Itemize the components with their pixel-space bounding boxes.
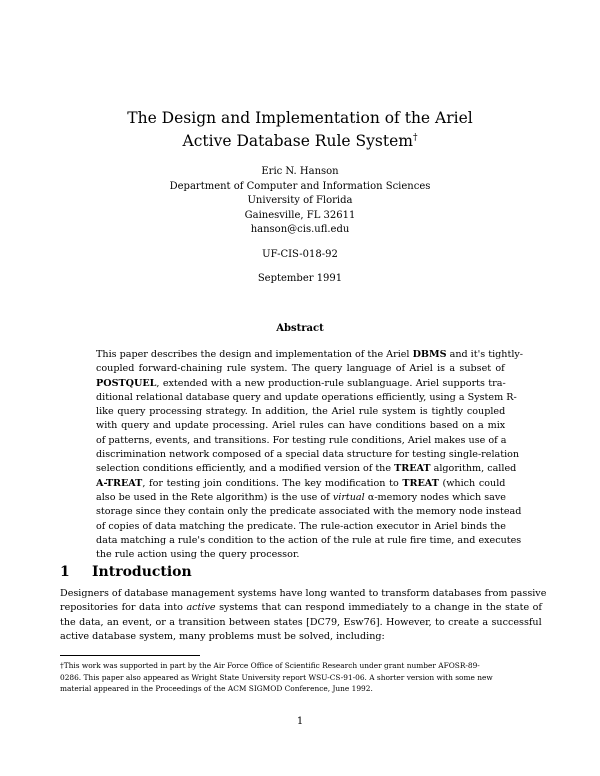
text-run: also be used in the Rete algorithm) is the use of [96, 491, 333, 503]
text-run: systems that can respond immediately to a change in the state of [215, 602, 542, 614]
abstract-lines-line [96, 520, 506, 534]
abstract-lines-line [96, 505, 522, 519]
abstract-heading: Abstract [276, 323, 324, 334]
abstract-lines-line [96, 377, 506, 391]
author-university: University of Florida [247, 195, 353, 206]
body-lines-line [60, 616, 542, 630]
text-run: the data, an event, or a transition between states [DC79, Esw76]. However, to create a successful [60, 616, 542, 628]
text-run: This paper describes the design and implementation of the Ariel [96, 349, 413, 360]
abstract-body [96, 348, 524, 562]
text-run: algorithm, called [430, 463, 517, 475]
introduction-body [60, 587, 547, 644]
text-run: ditional relational database query and update operations efficiently, using a System R- [96, 391, 517, 403]
emphasis-text: DBMS [412, 349, 447, 360]
author-city: Gainesville, FL 32611 [244, 209, 356, 221]
footnote-line: material appeared in the Proceedings of the ACM SIGMOD Conference, June 1992. [60, 684, 373, 693]
page-number: 1 [296, 716, 304, 727]
text-run: , extended with a new production-rule sublanguage. Ariel supports tra- [156, 377, 506, 389]
abstract-lines-line [96, 391, 517, 405]
abstract-lines-line [96, 448, 520, 462]
text-run: data matching a rule's condition to the action of the rule at rule fire time, and executes [96, 534, 522, 546]
abstract-lines-line [96, 362, 506, 376]
abstract-lines-line [96, 348, 524, 362]
text-run: repositories for data into [60, 602, 187, 614]
emphasis-text: A-TREAT [96, 477, 143, 489]
text-run: coupled forward-chaining rule system. The query language of Ariel is a subset of [96, 363, 505, 375]
body-lines-line [60, 587, 547, 601]
text-run: discrimination network composed of a special data structure for testing single-relation [96, 449, 520, 461]
abstract-lines-line [96, 419, 506, 433]
text-run: of patterns, events, and transitions. For testing rule conditions, Ariel makes use of a [96, 434, 507, 446]
text-run: of copies of data matching the predicate. The rule-action executor in Ariel binds the [96, 520, 506, 532]
abstract-lines-line [96, 477, 506, 491]
title-dagger: † [412, 133, 418, 143]
emphasis-text: POSTQUEL [96, 377, 157, 389]
text-run: selection conditions efficiently, and a modified version of the [96, 463, 395, 475]
report-number: UF-CIS-018-92 [262, 249, 338, 260]
text-run: (which could [438, 477, 506, 489]
footnote-rule [60, 655, 200, 656]
footnote [60, 660, 544, 695]
emphasis-text: TREAT [402, 477, 439, 489]
title-line-1: The Design and Implementation of the Ariel [127, 109, 473, 127]
body-lines-line [60, 601, 542, 615]
emphasis-text: virtual [332, 491, 365, 503]
section-title: Introduction [92, 564, 192, 580]
text-run: storage since they contain only the predicate associated with the memory node instead [96, 506, 522, 518]
report-date: September 1991 [257, 273, 343, 284]
text-run: Designers of database management systems have long wanted to transform databases from passive [60, 588, 547, 599]
abstract-lines-line [96, 534, 522, 548]
author-email: hanson@cis.ufl.edu [250, 224, 350, 235]
author-block [0, 165, 600, 238]
abstract-lines-line [96, 491, 506, 505]
section-number: 1 [60, 564, 70, 580]
abstract-lines-line [96, 434, 506, 448]
text-run: , for testing join conditions. The key modification to [142, 477, 403, 489]
footnote-line: †This work was supported in part by the Air Force Office of Scientific Research under grant number AFOSR-89- [60, 661, 480, 670]
text-run: like query processing strategy. In addition, the Ariel rule system is tightly coupled [96, 406, 506, 418]
title-line-2-text: Active Database Rule System [182, 132, 413, 151]
emphasis-text: TREAT [394, 463, 431, 475]
body-lines-line [60, 630, 542, 644]
section-heading [60, 564, 192, 580]
paper-title [0, 108, 600, 151]
author-department: Department of Computer and Information Sciences [169, 180, 431, 192]
text-run: with query and update processing. Ariel rules can have conditions based on a mix [96, 420, 506, 432]
footnote-line: 0286. This paper also appeared as Wright State University report WSU-CS-91-06. A shorter version with some new [60, 672, 493, 682]
text-run: the rule action using the query processor. [96, 549, 300, 561]
text-run: active database system, many problems must be solved, including: [60, 630, 385, 642]
abstract-lines-line [96, 548, 506, 562]
abstract-lines-line [96, 405, 506, 419]
emphasis-text: active [186, 602, 216, 614]
title-line-2 [0, 128, 600, 151]
text-run: α-memory nodes which save [364, 491, 506, 503]
text-run: and it's tightly- [446, 349, 524, 360]
author-name: Eric N. Hanson [261, 166, 339, 177]
abstract-lines-line [96, 462, 517, 476]
